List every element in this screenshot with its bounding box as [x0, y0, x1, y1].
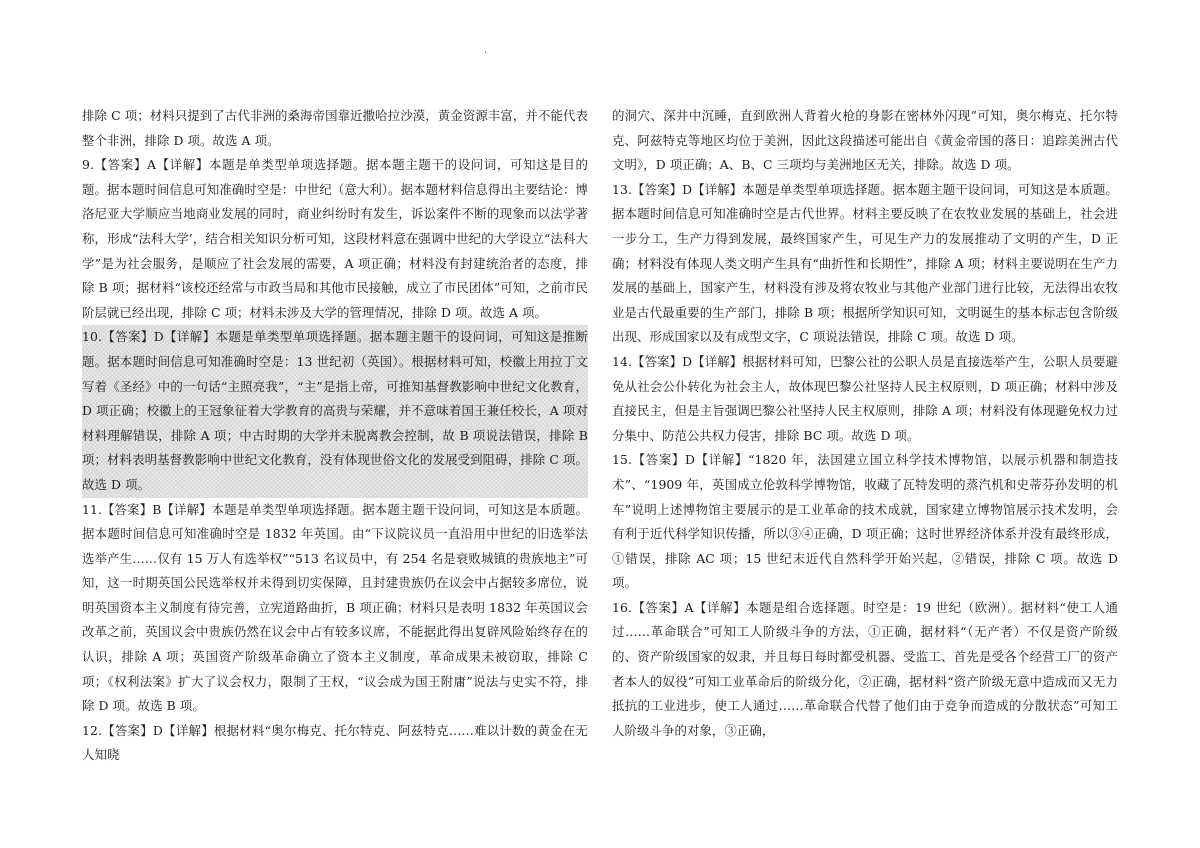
paragraph-q10-highlighted: 10.【答案】D【详解】本题是单类型单项选择题。据本题主题干的设问词，可知这是推断题。据本题时间信息可知准确时空是：13 世纪初（英国）。根据材料可知，校徽上用拉丁文写着《圣经》中的一句话“主照亮我”，“主”是指上帝，可推知基督教影响中世纪文化教育，D 项正确；校徽上的王冠象征着大学教育的高贵与荣耀，并不意味着国王兼任校长，A 项对材料理解错误，排除 A 项；中古时期的大学并未脱离教会控制，故 B 项说法错误，排除 B 项；材料表明基督教影响中世纪文化教育，没有体现世俗文化的发展受到阻碍，排除 C 项。故选 D 项。 [82, 325, 588, 497]
paragraph-q15: 15.【答案】D【详解】“1820 年，法国建立国立科学技术博物馆，以展示机器和制造技术”、“1909 年，英国成立伦敦科学博物馆，收藏了瓦特发明的蒸汽机和史蒂芬孙发明的机车”说明上述博物馆主要展示的是工业革命的技术成就，国家建立博物馆展示技术发明，会有利于近代科学知识传播，所以③④正确，D 项正确；这时世界经济体系并没有最终形成，①错误，排除 AC 项；15 世纪末近代自然科学开始兴起，②错误，排除 C 项。故选 D 项。 [612, 452, 1118, 591]
paragraph-q12-start: 12.【答案】D【详解】根据材料“奥尔梅克、托尔特克、阿兹特克……难以计数的黄金在无人知晓 [82, 722, 588, 763]
right-text-column [612, 104, 1118, 743]
paragraph-q11: 11.【答案】B【详解】本题是单类型单项选择题。据本题主题干设问词，可知这是本质题。据本题时间信息可知准确时空是 1832 年英国。由“下议院议员一直沿用中世纪的旧选举法选举产生……仅有 15 万人有选举权”“513 名议员中，有 254 名是衰败城镇的贵族地主”可知，这一时期英国公民选举权并未得到切实保障，且封建贵族仍在议会中占据较多席位，说明英国资本主义制度有待完善，立宪道路曲折，B 项正确；材料只是表明 1832 年英国议会改革之前，英国议会中贵族仍然在议会中占有较多议席，不能据此得出复辟风险始终存在的认识，排除 A 项；英国资产阶级革命确立了资本主义制度，革命成果未被窃取，排除 C 项；《权利法案》扩大了议会权力，限制了王权，“议会成为国王附庸”说法与史实不符，排除 D 项。故选 B 项。 [82, 501, 588, 714]
paragraph-q9: 9.【答案】A【详解】本题是单类型单项选择题。据本题主题干的设问词，可知这是目的题。据本题时间信息可知准确时空是：中世纪（意大利）。据本题材料信息得出主要结论：博洛尼亚大学顺应当地商业发展的同时，商业纠纷时有发生，诉讼案件不断的现象而以法学著称，形成“法科大学’，结合相关知识分析可知，这段材料意在强调中世纪的大学设立“法科大学”是为社会服务，是顺应了社会发展的需要，A 项正确；材料没有封建统治者的态度，排除 B 项；据材料“该校还经常与市政当局和其他市民接触，成立了市民团体”可知，之前市民阶层就已经出现，排除 C 项；材料未涉及大学的管理情况，排除 D 项。故选 A 项。 [82, 157, 588, 320]
paragraph-q13: 13.【答案】D【详解】本题是单类型单项选择题。据本题主题干设问词，可知这是本质题。据本题时间信息可知准确时空是古代世界。材料主要反映了在农牧业发展的基础上，社会进一步分工，生产力得到发展，最终国家产生，可见生产力的发展推动了文明的产生，D 正确；材料没有体现人类文明产生具有“曲折性和长期性”，排除 A 项；材料主要说明在生产力发展的基础上，国家产生，材料没有涉及将农牧业与其他产业部门进行比较，无法得出农牧业是古代最重要的生产部门，排除 B 项；根据所学知识可知，文明诞生的基本标志包含阶级出现、形成国家以及有成型文字，C 项说法错误，排除 C 项。故选 D 项。 [612, 181, 1118, 345]
left-text-column [82, 104, 588, 768]
paragraph-q12-end: 的洞穴、深井中沉睡，直到欧洲人背着火枪的身影在密林外闪现”可知，奥尔梅克、托尔特克、阿兹特克等地区均位于美洲，因此这段描述可能出自《黄金帝国的落日：追踪美洲古代文明》，D 项正确；A、B、C 三项均与美洲地区无关，排除。故选 D 项。 [612, 108, 1118, 173]
page-top-mark: · [484, 48, 488, 59]
paragraph-q14: 14.【答案】D【详解】根据材料可知，巴黎公社的公职人员是直接选举产生，公职人员要避免从社会公仆转化为社会主人，故体现巴黎公社坚持人民主权原则，D 项正确；材料中涉及直接民主，但是主旨强调巴黎公社坚持人民主权原则，排除 A 项；材料没有体现避免权力过分集中、防范公共权力侵害，排除 BC 项。故选 D 项。 [612, 353, 1118, 443]
paragraph-q8-end: 排除 C 项；材料只提到了古代非洲的桑海帝国靠近撒哈拉沙漠，黄金资源丰富，并不能代表整个非洲，排除 D 项。故选 A 项。 [82, 108, 588, 148]
paragraph-q16-start: 16.【答案】A【详解】本题是组合选择题。时空是：19 世纪（欧洲）。据材料“使工人通过……革命联合”可知工人阶级斗争的方法，①正确，据材料“（无产者）不仅是资产阶级的、资产阶级国家的奴隶，并且每日每时都受机器、受监工、首先是受各个经营工厂的资产者本人的奴役”可知工业革命后的阶级分化，②正确，据材料“资产阶级无意中造成而又无力抵抗的工业进步，使工人通过……革命联合代替了他们由于竞争而造成的分散状态”可知工人阶级斗争的对象，③正确， [612, 599, 1118, 738]
